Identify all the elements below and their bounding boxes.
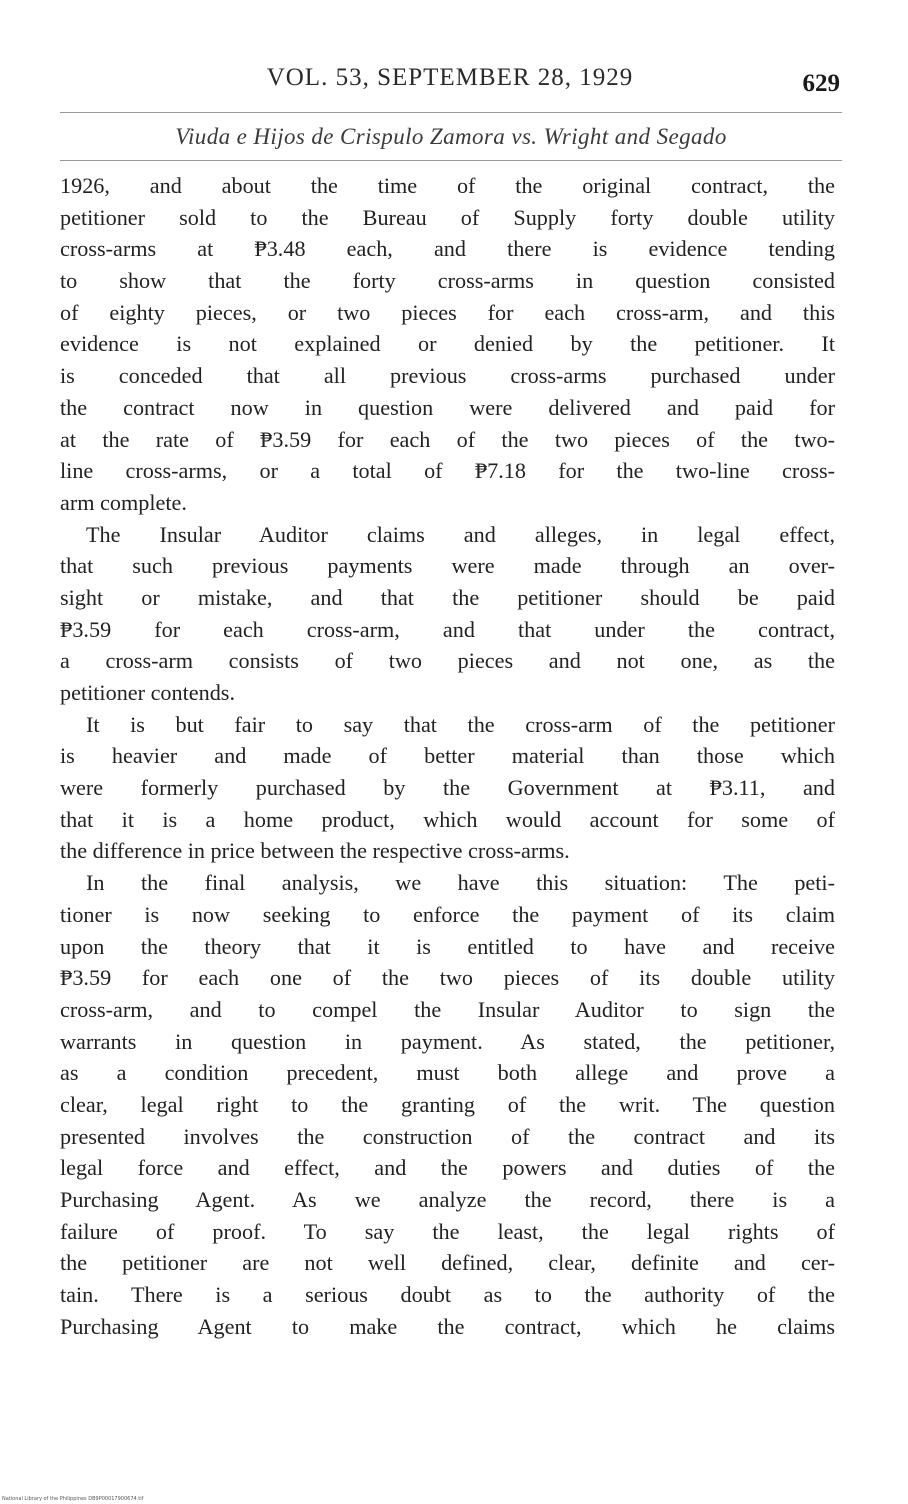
text-line: ₱3.59 for each cross-arm, and that under the contract, — [60, 616, 835, 642]
text-line: In the final analysis, we have this situation: The peti- — [86, 870, 835, 896]
text-line: cross-arm, and to compel the Insular Auditor to sign the — [60, 996, 835, 1022]
text-line: 1926, and about the time of the original contract, the — [60, 173, 835, 198]
running-header — [60, 64, 840, 108]
header-rule — [60, 112, 842, 113]
text-line: The Insular Auditor claims and alleges, in legal effect, — [86, 521, 835, 547]
paragraph — [60, 519, 835, 709]
text-line: as a condition precedent, must both allege and prove a — [60, 1060, 835, 1086]
scan-footer: National Library of the Philippines DB9P00017900674.tif — [2, 1496, 144, 1502]
text-line: Purchasing Agent to make the contract, which he claims — [60, 1313, 835, 1339]
text-line: presented involves the construction of the contract and its — [60, 1123, 835, 1149]
text-line: warrants in question in payment. As stated, the petitioner, — [60, 1028, 835, 1054]
text-line: arm complete. — [60, 489, 187, 515]
text-line: were formerly purchased by the Government at ₱3.11, and — [60, 775, 835, 801]
text-line: evidence is not explained or denied by the petitioner. It — [60, 331, 835, 357]
text-line: a cross-arm consists of two pieces and not one, as the — [60, 648, 835, 674]
text-line: the contract now in question were delivered and paid for — [60, 394, 835, 420]
text-line: petitioner contends. — [60, 680, 235, 705]
text-line: to show that the forty cross-arms in question consisted — [60, 268, 835, 294]
text-line: cross-arms at ₱3.48 each, and there is evidence tending — [60, 236, 835, 262]
paragraph — [60, 170, 835, 519]
caption-rule — [60, 160, 842, 161]
text-line: is conceded that all previous cross-arms purchased under — [60, 363, 835, 389]
text-line: line cross-arms, or a total of ₱7.18 for the two-line cross- — [60, 458, 835, 484]
paragraph — [60, 709, 835, 867]
text-line: clear, legal right to the granting of the writ. The question — [60, 1091, 835, 1117]
text-line: petitioner sold to the Bureau of Supply forty double utility — [60, 204, 835, 230]
text-line: the petitioner are not well defined, clear, definite and cer- — [60, 1250, 835, 1276]
page-number: 629 — [802, 70, 840, 97]
text-line: legal force and effect, and the powers and duties of the — [60, 1155, 835, 1181]
text-line: is heavier and made of better material than those which — [60, 743, 835, 769]
running-title: VOL. 53, SEPTEMBER 28, 1929 — [266, 64, 634, 91]
text-line: the difference in price between the respective cross-arms. — [60, 838, 570, 864]
text-line: tioner is now seeking to enforce the payment of its claim — [60, 901, 835, 927]
text-line: It is but fair to say that the cross-arm of the petitioner — [86, 711, 835, 737]
text-line: tain. There is a serious doubt as to the authority of the — [60, 1282, 835, 1308]
text-line: failure of proof. To say the least, the legal rights of — [60, 1218, 835, 1244]
text-line: ₱3.59 for each one of the two pieces of its double utility — [60, 965, 835, 991]
text-line: that such previous payments were made through an over- — [60, 553, 835, 579]
text-line: upon the theory that it is entitled to have and receive — [60, 933, 835, 959]
text-line: Purchasing Agent. As we analyze the record, there is a — [60, 1187, 835, 1212]
text-line: that it is a home product, which would account for some of — [60, 806, 835, 832]
case-caption: Viuda e Hijos de Crispulo Zamora vs. Wright and Segado — [175, 124, 727, 149]
paragraph — [60, 867, 835, 1342]
text-line: of eighty pieces, or two pieces for each cross-arm, and this — [60, 299, 835, 325]
text-line: sight or mistake, and that the petitioner should be paid — [60, 584, 835, 610]
text-line: at the rate of ₱3.59 for each of the two pieces of the two- — [60, 426, 835, 452]
body-text — [60, 170, 835, 1342]
